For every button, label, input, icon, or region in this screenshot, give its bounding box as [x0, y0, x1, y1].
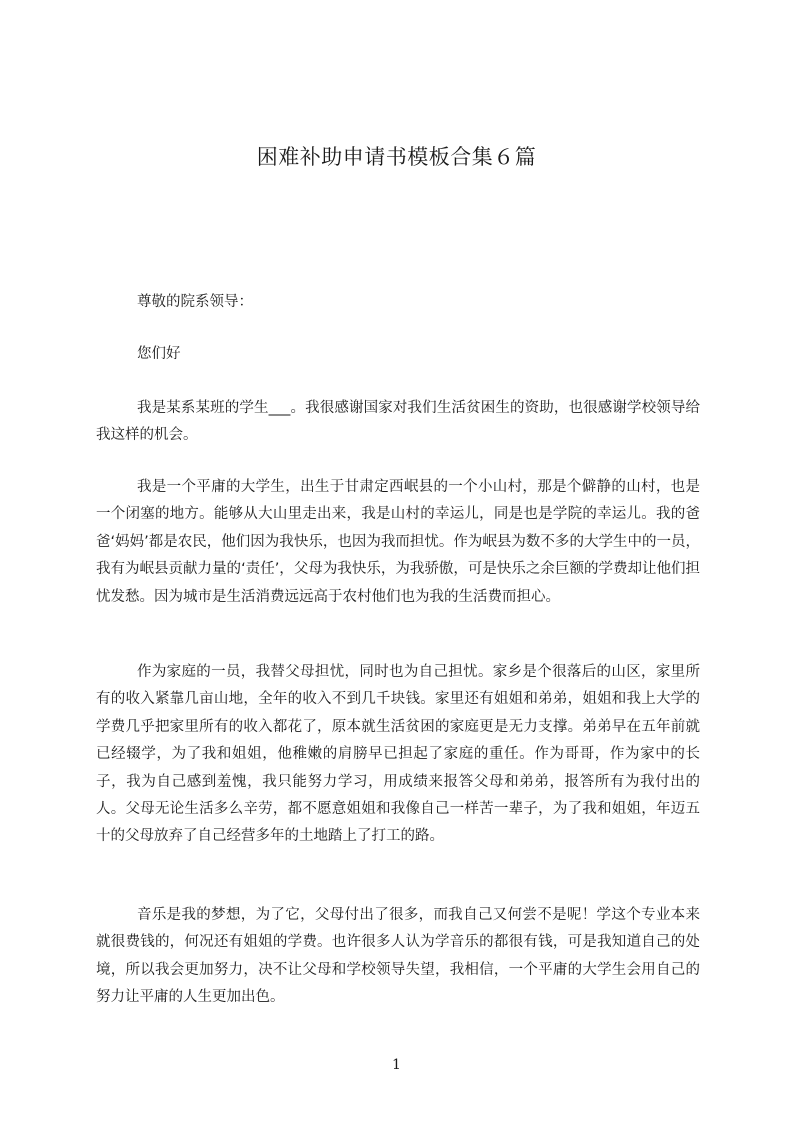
page-number: 1: [392, 1057, 401, 1073]
greeting: 您们好: [137, 346, 181, 362]
page-title: 困难补助申请书模板合集６篇: [256, 145, 537, 169]
salutation: 尊敬的院系领导：: [137, 294, 253, 310]
paragraph-1: 我是某系某班的学生___。我很感谢国家对我们生活贫困生的资助，也很感谢学校领导给我这样的机会。: [96, 400, 700, 444]
paragraph-2: 我是一个平庸的大学生，出生于甘肃定西岷县的一个小山村，那是个僻静的山村，也是一个闭塞的地方。能够从大山里走出来，我是山村的幸运儿，同是也是学院的幸运儿。我的爸爸‘妈妈’都是农民，他们因为我快乐，也因为我而担忧。作为岷县为数不多的大学生中的一员，我有为岷县贡献力量的‘责任’，父母为我快乐，为我骄傲，可是快乐之余巨额的学费却让他们担忧发愁。因为城市是生活消费远远高于农村他们也为我的生活费而担心。: [96, 479, 700, 605]
paragraph-3: 作为家庭的一员，我替父母担忧，同时也为自己担忧。家乡是个很落后的山区，家里所有的收入紧靠几亩山地，全年的收入不到几千块钱。家里还有姐姐和弟弟，姐姐和我上大学的学费几乎把家里所有的收入都花了，原本就生活贫困的家庭更是无力支撑。弟弟早在五年前就已经辍学，为了我和姐姐，他稚嫩的肩膀早已担起了家庭的重任。作为哥哥，作为家中的长子，我为自己感到羞愧，我只能努力学习，用成绩来报答父母和弟弟，报答所有为我付出的人。父母无论生活多么辛劳，都不愿意姐姐和我像自己一样苦一辈子，为了我和姐姐，年迈五十的父母放弃了自己经营多年的土地踏上了打工的路。: [96, 664, 700, 845]
paragraph-4: 音乐是我的梦想，为了它，父母付出了很多，而我自己又何尝不是呢！学这个专业本来就很费钱的，何况还有姐姐的学费。也许很多人认为学音乐的都很有钱，可是我知道自己的处境，所以我会更加努力，决不让父母和学校领导失望，我相信，一个平庸的大学生会用自己的努力让平庸的人生更加出色。: [96, 907, 700, 1006]
